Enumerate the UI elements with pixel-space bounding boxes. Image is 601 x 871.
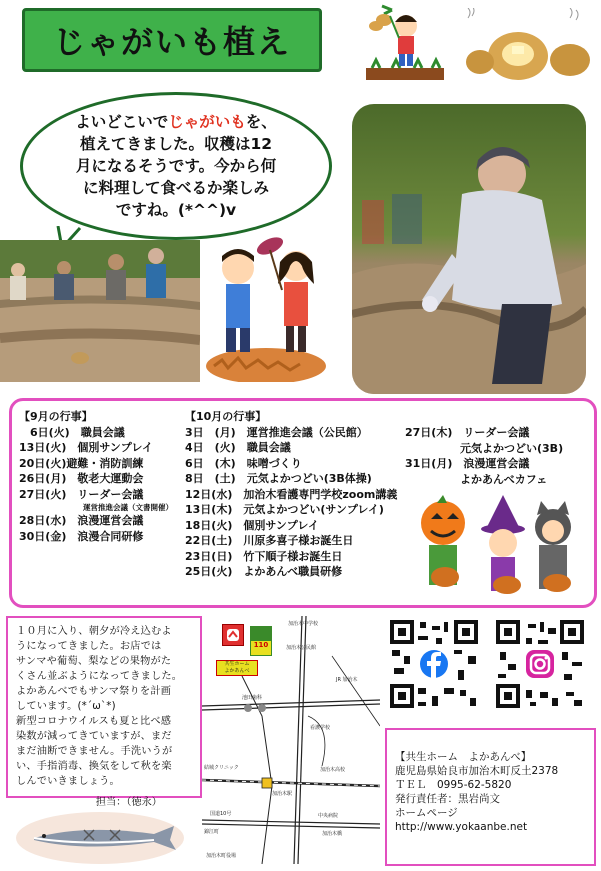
- qr-code-instagram[interactable]: [494, 618, 586, 710]
- schedule-row: [185, 487, 409, 503]
- potatoes-illustration: [448, 8, 594, 86]
- map-label-hall: 加治木公民館: [286, 645, 317, 651]
- schedule-row: 3日 (月) 運営推進会議（公民館）: [185, 425, 368, 439]
- map-label-clinic: 結城クリニック: [204, 765, 239, 771]
- schedule-september: [19, 409, 191, 544]
- schedule-row: 27日(火) リーダー会議: [19, 487, 144, 501]
- notice-line: よかあんべでもサンマ祭りを計画: [16, 686, 172, 697]
- september-heading: 【9月の行事】: [19, 410, 93, 423]
- schedule-row: 31日(月) 浪漫運営会議: [405, 457, 530, 470]
- schedule-row-note: 運営推進会議（文書開催）: [83, 503, 173, 512]
- bubble-line4: に料理して食べるか楽しみ: [82, 179, 269, 197]
- notice-line: しんでいきましょう。: [16, 776, 120, 787]
- map-label-school: 加治木中学校: [288, 621, 319, 627]
- bubble-highlight: じゃがいも: [168, 113, 246, 131]
- schedule-box: [9, 398, 597, 608]
- notice-text: [16, 624, 192, 789]
- bubble-text: [75, 111, 277, 221]
- map-label-bridge: 加治木橋: [322, 831, 343, 837]
- notice-signature: 担当：（徳永）: [95, 797, 162, 808]
- notice-line: １０月に入り、朝夕が冷え込むよ: [16, 626, 172, 637]
- access-map: [202, 616, 380, 864]
- halloween-illustration: [407, 493, 579, 603]
- info-homepage-label: ホームページ: [395, 807, 458, 819]
- map-label-kango: 看護学校: [310, 725, 331, 731]
- info-tel: ＴＥＬ 0995-62-5820: [395, 779, 512, 791]
- notice-line: い、手指消毒、換気をして秋を楽: [16, 761, 172, 772]
- notice-line: 染数が減ってきていますが、まだ: [16, 731, 172, 742]
- map-lines: [202, 616, 380, 864]
- map-label-dentist: 池田歯科: [242, 695, 263, 701]
- schedule-row: 22日(土) 川原多喜子様お誕生日: [185, 534, 354, 547]
- schedule-october: [185, 409, 409, 580]
- schedule-row: 元気よかつどい(3B): [405, 441, 564, 455]
- info-heading: 【共生ホーム よかあんべ】: [395, 751, 532, 763]
- speech-bubble: [20, 92, 332, 240]
- contact-info-box: [385, 728, 596, 866]
- map-home-label: 共生ホーム よかあんべ: [216, 660, 258, 676]
- schedule-row: 23日(日) 竹下順子様お誕生日: [185, 549, 343, 563]
- schedule-row: 20日(火)避難・消防訓練: [19, 456, 144, 470]
- schedule-row: よかあんべカフェ: [405, 472, 548, 486]
- schedule-row: 8日 (土) 元気よかつどい(3B体操): [185, 472, 372, 485]
- october-heading: 【10月の行事】: [185, 410, 267, 423]
- bubble-line1-pre: よいどこいで: [75, 113, 169, 131]
- schedule-row: 26日(月) 敬老大運動会: [19, 472, 144, 485]
- map-label-ichiba: 錦江町: [204, 829, 220, 835]
- bubble-line3: 月になるそうです。今から何: [75, 157, 277, 175]
- schedule-row: 27日(木) リーダー会議: [405, 426, 530, 439]
- notice-line: まだ油断できません。手洗いうが: [16, 746, 173, 757]
- notice-line: 新型コロナウイルスも夏と比べ感: [16, 716, 172, 727]
- schedule-row: 25日(火) よかあんべ職員研修: [185, 565, 343, 578]
- schedule-october-late: [405, 425, 585, 487]
- notice-line: サンマや葡萄、梨などの果物がた: [16, 656, 172, 667]
- info-address: 鹿児島県姶良市加治木町反土2378: [395, 765, 559, 777]
- page-title: じゃがいも植え: [52, 23, 291, 61]
- schedule-row: 4日 (火) 職員会議: [185, 441, 291, 454]
- map-label-hospital: 中央病院: [318, 813, 339, 819]
- schedule-row: 6日 (木) 味噌づくり: [185, 456, 302, 470]
- map-police-icon: [250, 626, 272, 656]
- planting-photo-large: [352, 104, 586, 394]
- schedule-date: 12日(水): [185, 487, 233, 501]
- info-url[interactable]: http://www.yokaanbe.net: [395, 821, 528, 833]
- notice-box: [6, 616, 202, 808]
- schedule-row: 6日(火) 職員会議: [19, 425, 125, 439]
- saury-illustration: [14, 810, 186, 866]
- schedule-row: 13日(火) 個別サンプレイ: [19, 441, 153, 454]
- map-label-office: 加治木町役場: [206, 853, 237, 859]
- schedule-row: 28日(水) 浪漫運営会議: [19, 514, 144, 527]
- map-label-station: 加治木駅: [272, 791, 293, 797]
- map-label-road: 国道10号: [210, 811, 232, 817]
- map-home-icon: [222, 624, 244, 646]
- police-number: 110: [253, 641, 269, 649]
- notice-line: くさん並ぶようになってきました。: [16, 671, 183, 682]
- schedule-row: 18日(火) 個別サンプレイ: [185, 518, 319, 532]
- planting-photo-group: [0, 240, 200, 382]
- notice-line: しています。(*ˊωˋ*): [16, 701, 116, 712]
- bubble-line5: ですね。(*^^)v: [115, 201, 237, 219]
- kids-autumn-illustration: [204, 226, 328, 382]
- map-label-koko: 加治木高校: [320, 767, 346, 773]
- title-banner: [22, 8, 322, 72]
- boy-potato-illustration: [362, 2, 448, 82]
- bubble-line1-post: を、: [245, 113, 277, 131]
- schedule-row-note: 加治木看護専門学校zoom講義: [243, 487, 398, 501]
- schedule-row: 13日(木) 元気よかつどい(サンプレイ): [185, 503, 384, 516]
- info-responsible: 発行責任者：黒岩尚文: [395, 793, 500, 805]
- schedule-row: 30日(金) 浪漫合同研修: [19, 529, 144, 543]
- notice-line: うになってきました。お店では: [16, 641, 162, 652]
- map-label-jr: JR 加治木: [336, 677, 358, 683]
- qr-code-facebook[interactable]: [388, 618, 480, 710]
- bubble-line2: 植えてきました。収穫は12: [79, 135, 273, 153]
